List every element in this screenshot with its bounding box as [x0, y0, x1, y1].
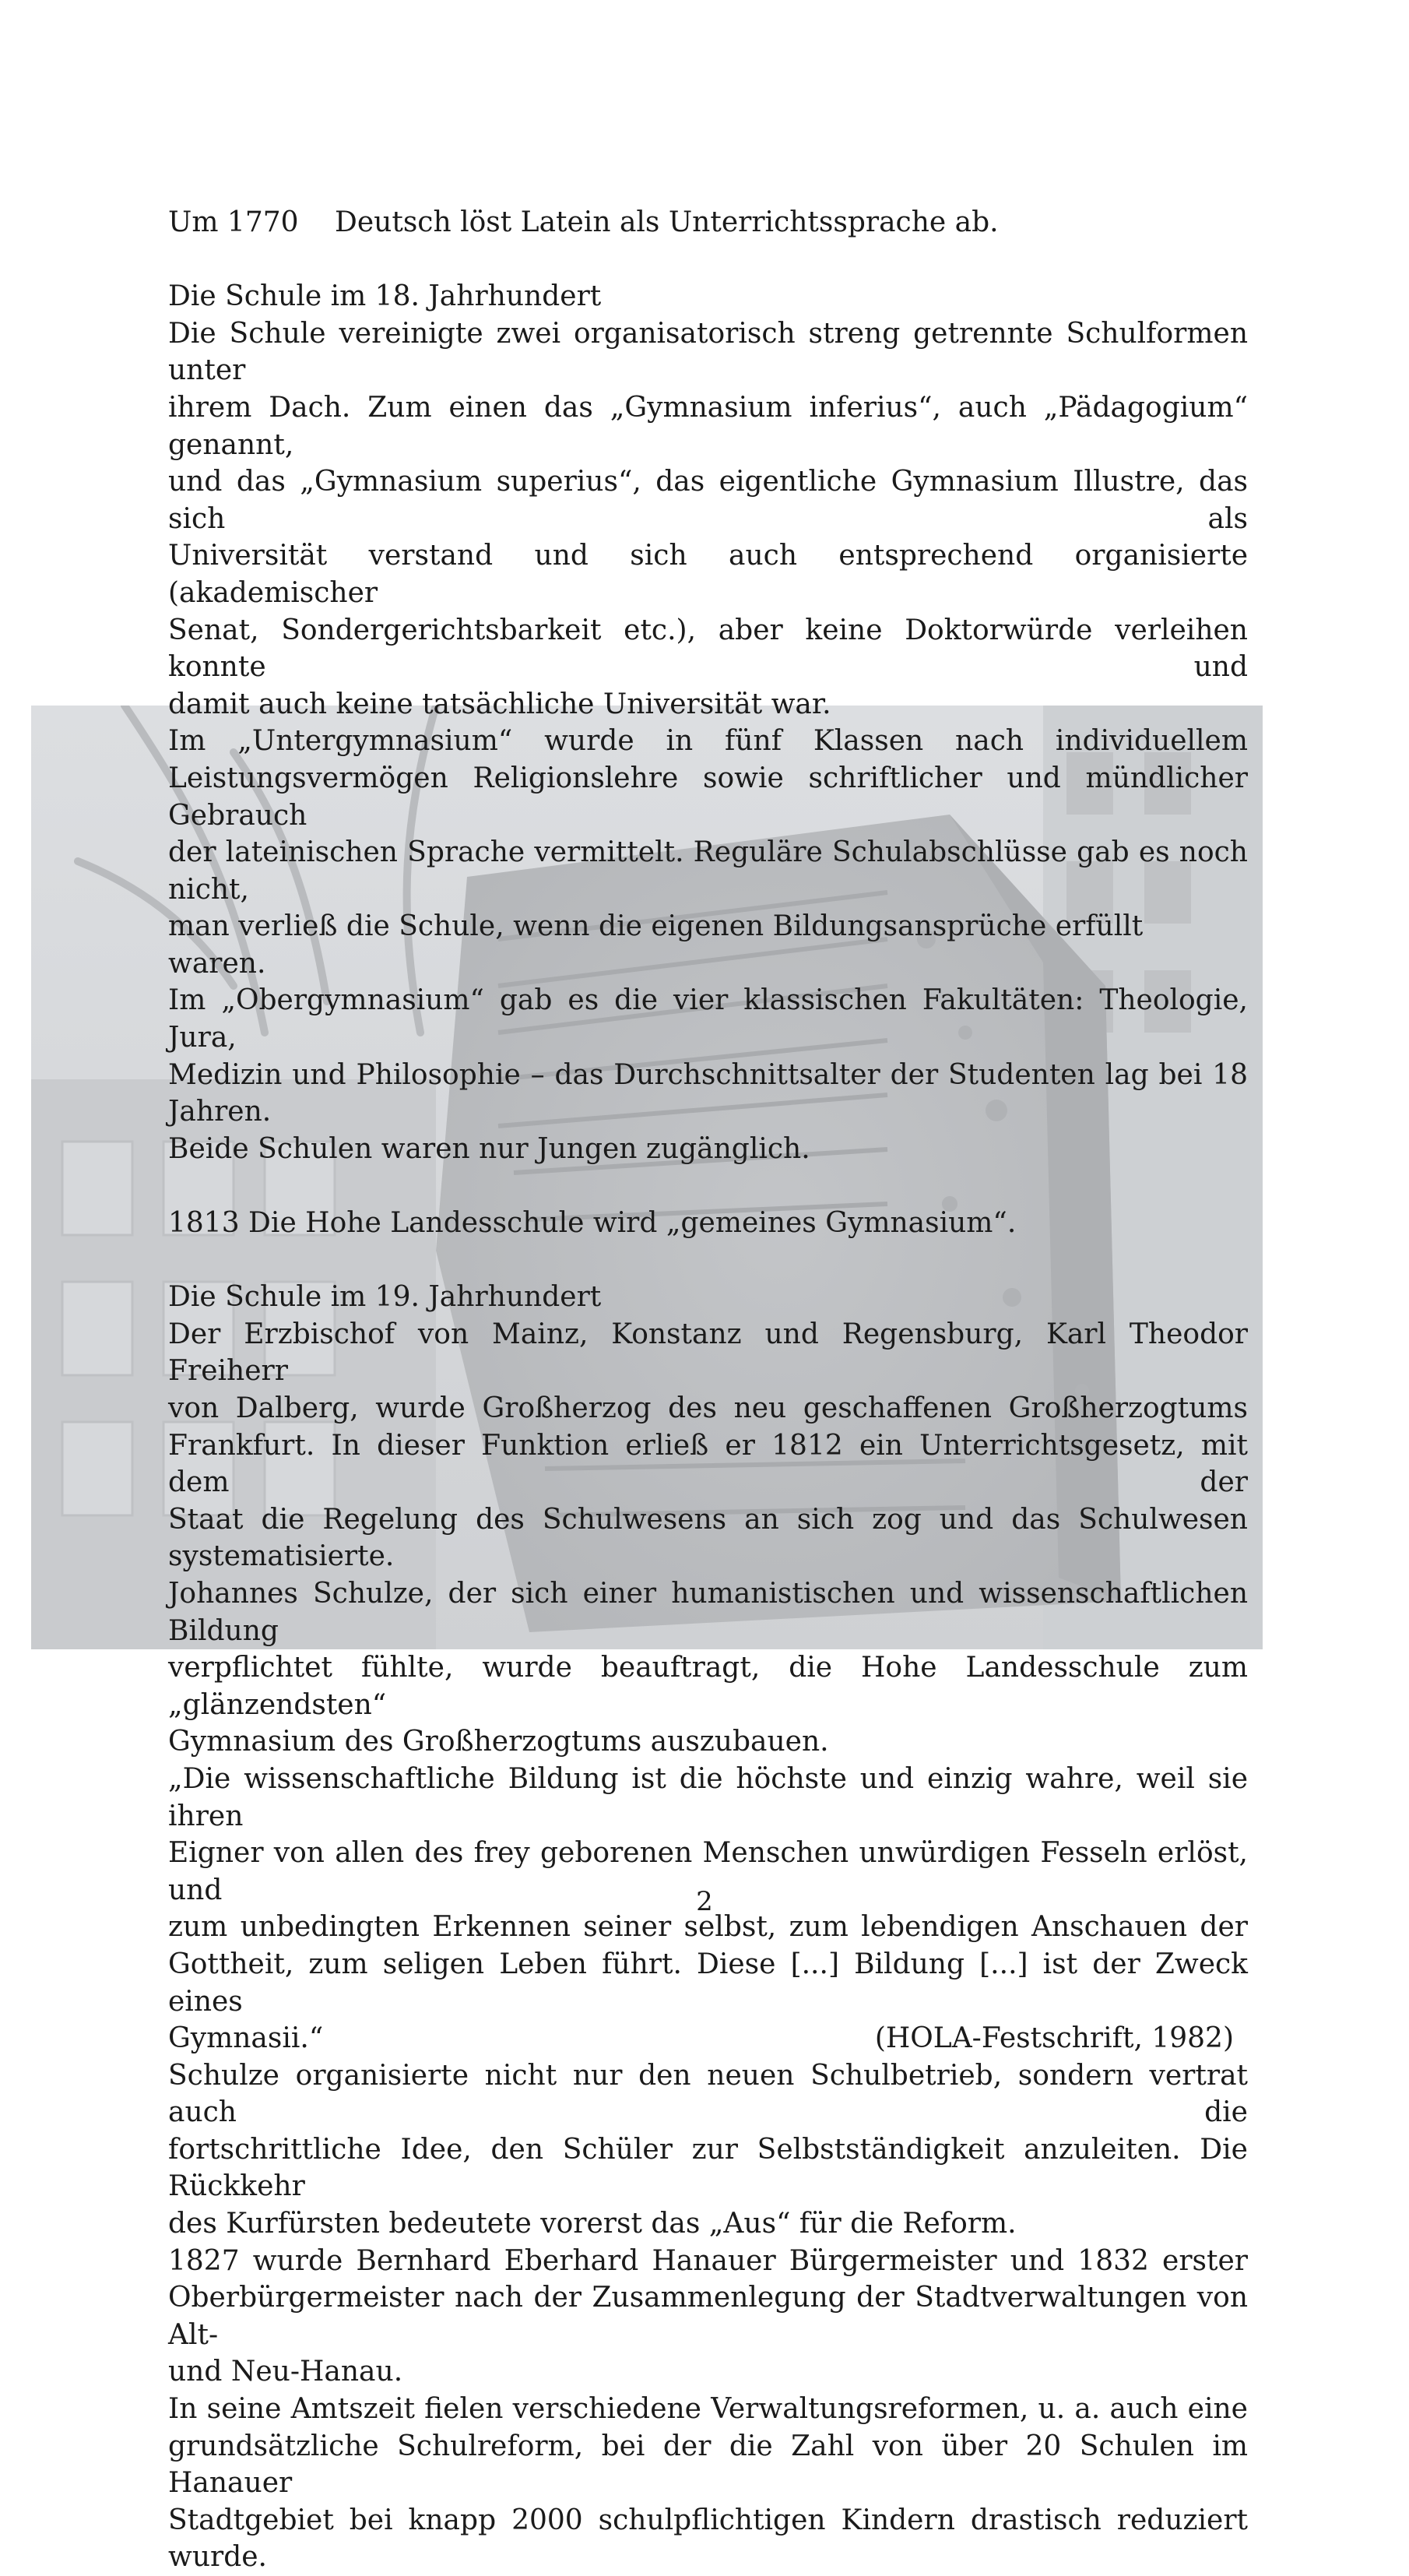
quote-line: zum unbedingten Erkennen seiner selbst, zum lebendigen Anschauen der	[168, 1911, 1248, 1944]
text-line: Leistungsvermögen Religionslehre sowie schriftlicher und mündlicher Gebrauch	[168, 762, 1248, 832]
text-line: und das „Gymnasium superius“, das eigentliche Gymnasium Illustre, das sich als	[168, 466, 1248, 535]
paragraph-schulze-reform	[168, 2057, 1248, 2243]
quote-line: „Die wissenschaftliche Bildung ist die höchste und einzig wahre, weil sie ihren	[168, 1762, 1248, 1832]
paragraph-boys-only: Beide Schulen waren nur Jungen zugänglich.	[168, 1132, 810, 1165]
paragraph-eberhard	[168, 2243, 1248, 2391]
text-line: Im „Untergymnasium“ wurde in fünf Klassen nach individuellem	[168, 725, 1248, 758]
section-heading-18th-century: Die Schule im 18. Jahrhundert	[168, 280, 602, 313]
quote-end: Gymnasii.“	[168, 2022, 324, 2055]
text-line: Johannes Schulze, der sich einer humanistischen und wissenschaftlichen Bildung	[168, 1577, 1248, 1647]
paragraph-obergymnasium	[168, 982, 1248, 1130]
paragraph-dalberg	[168, 1316, 1248, 1575]
text-line: fortschrittliche Idee, den Schüler zur Selbstständigkeit anzuleiten. Die Rückkehr	[168, 2133, 1248, 2203]
text-line: Medizin und Philosophie – das Durchschnittsalter der Studenten lag bei 18	[168, 1058, 1248, 1091]
text-line: Frankfurt. In dieser Funktion erließ er 1812 ein Unterrichtsgesetz, mit dem der	[168, 1429, 1248, 1499]
text-line: ihrem Dach. Zum einen das „Gymnasium inferius“, auch „Pädagogium“ genannt,	[168, 391, 1248, 461]
page-number: 2	[696, 1886, 713, 1917]
text-line: damit auch keine tatsächliche Universität war.	[168, 688, 831, 720]
quote-line: Gottheit, zum seligen Leben führt. Diese [...] Bildung [...] ist der Zweck eines	[168, 1948, 1248, 2018]
text-line: man verließ die Schule, wenn die eigenen Bildungsansprüche erfüllt waren.	[168, 910, 1144, 980]
paragraph-school-structure	[168, 315, 1248, 723]
text-line: grundsätzliche Schulreform, bei der die Zahl von über 20 Schulen im Hanauer	[168, 2430, 1248, 2500]
text-line: systematisierte.	[168, 1540, 395, 1573]
quote-citation-line	[168, 2020, 1248, 2057]
text-line: verpflichtet fühlte, wurde beauftragt, die Hohe Landesschule zum „glänzendsten“	[168, 1652, 1248, 1721]
section-heading-19th-century: Die Schule im 19. Jahrhundert	[168, 1281, 602, 1314]
text-line: Senat, Sondergerichtsbarkeit etc.), aber keine Doktorwürde verleihen konnte und	[168, 614, 1248, 684]
text-line: des Kurfürsten bedeutete vorerst das „Aus“ für die Reform.	[168, 2208, 1017, 2240]
text-line: Schulze organisierte nicht nur den neuen Schulbetrieb, sondern vertrat auch die	[168, 2059, 1248, 2129]
paragraph-untergymnasium	[168, 723, 1248, 982]
text-line: Staat die Regelung des Schulwesens an sich zog und das Schulwesen	[168, 1503, 1248, 1536]
text-line: Oberbürgermeister nach der Zusammenlegung der Stadtverwaltungen von Alt-	[168, 2282, 1248, 2351]
text-line: der lateinischen Sprache vermittelt. Reguläre Schulabschlüsse gab es noch nicht,	[168, 836, 1248, 906]
page-body	[168, 204, 1248, 2576]
quote-line: Eigner von allen des frey geborenen Menschen unwürdigen Fesseln erlöst, und	[168, 1837, 1248, 1906]
text-line: Stadtgebiet bei knapp 2000 schulpflichtigen Kindern drastisch reduziert wurde.	[168, 2504, 1248, 2574]
text-line: 1827 wurde Bernhard Eberhard Hanauer Bürgermeister und 1832 erster	[168, 2244, 1248, 2277]
text-line: Im „Obergymnasium“ gab es die vier klassischen Fakultäten: Theologie, Jura,	[168, 984, 1248, 1054]
text-line: und Neu-Hanau.	[168, 2356, 403, 2388]
year-label: Um 1770	[168, 206, 299, 238]
text-line: In seine Amtszeit fielen verschiedene Verwaltungsreformen, u. a. auch eine	[168, 2393, 1248, 2426]
timeline-entry-1770	[168, 204, 1248, 241]
text-line: von Dalberg, wurde Großherzog des neu geschaffenen Großherzogtums	[168, 1392, 1248, 1424]
timeline-text: Deutsch löst Latein als Unterrichtssprache ab.	[335, 206, 999, 238]
text-line: Universität verstand und sich auch entsprechend organisierte (akademischer	[168, 540, 1248, 609]
paragraph-reforms	[168, 2391, 1248, 2576]
paragraph-schulze	[168, 1575, 1248, 1761]
text-line: Der Erzbischof von Mainz, Konstanz und Regensburg, Karl Theodor Freiherr	[168, 1318, 1248, 1388]
text-line: Gymnasium des Großherzogtums auszubauen.	[168, 1726, 829, 1758]
text-line: Jahren.	[168, 1096, 272, 1128]
timeline-entry-1813: 1813 Die Hohe Landesschule wird „gemeines Gymnasium“.	[168, 1207, 1017, 1240]
quote-source: (HOLA-Festschrift, 1982)	[874, 2022, 1234, 2055]
text-line: Die Schule vereinigte zwei organisatorisch streng getrennte Schulformen unter	[168, 317, 1248, 387]
